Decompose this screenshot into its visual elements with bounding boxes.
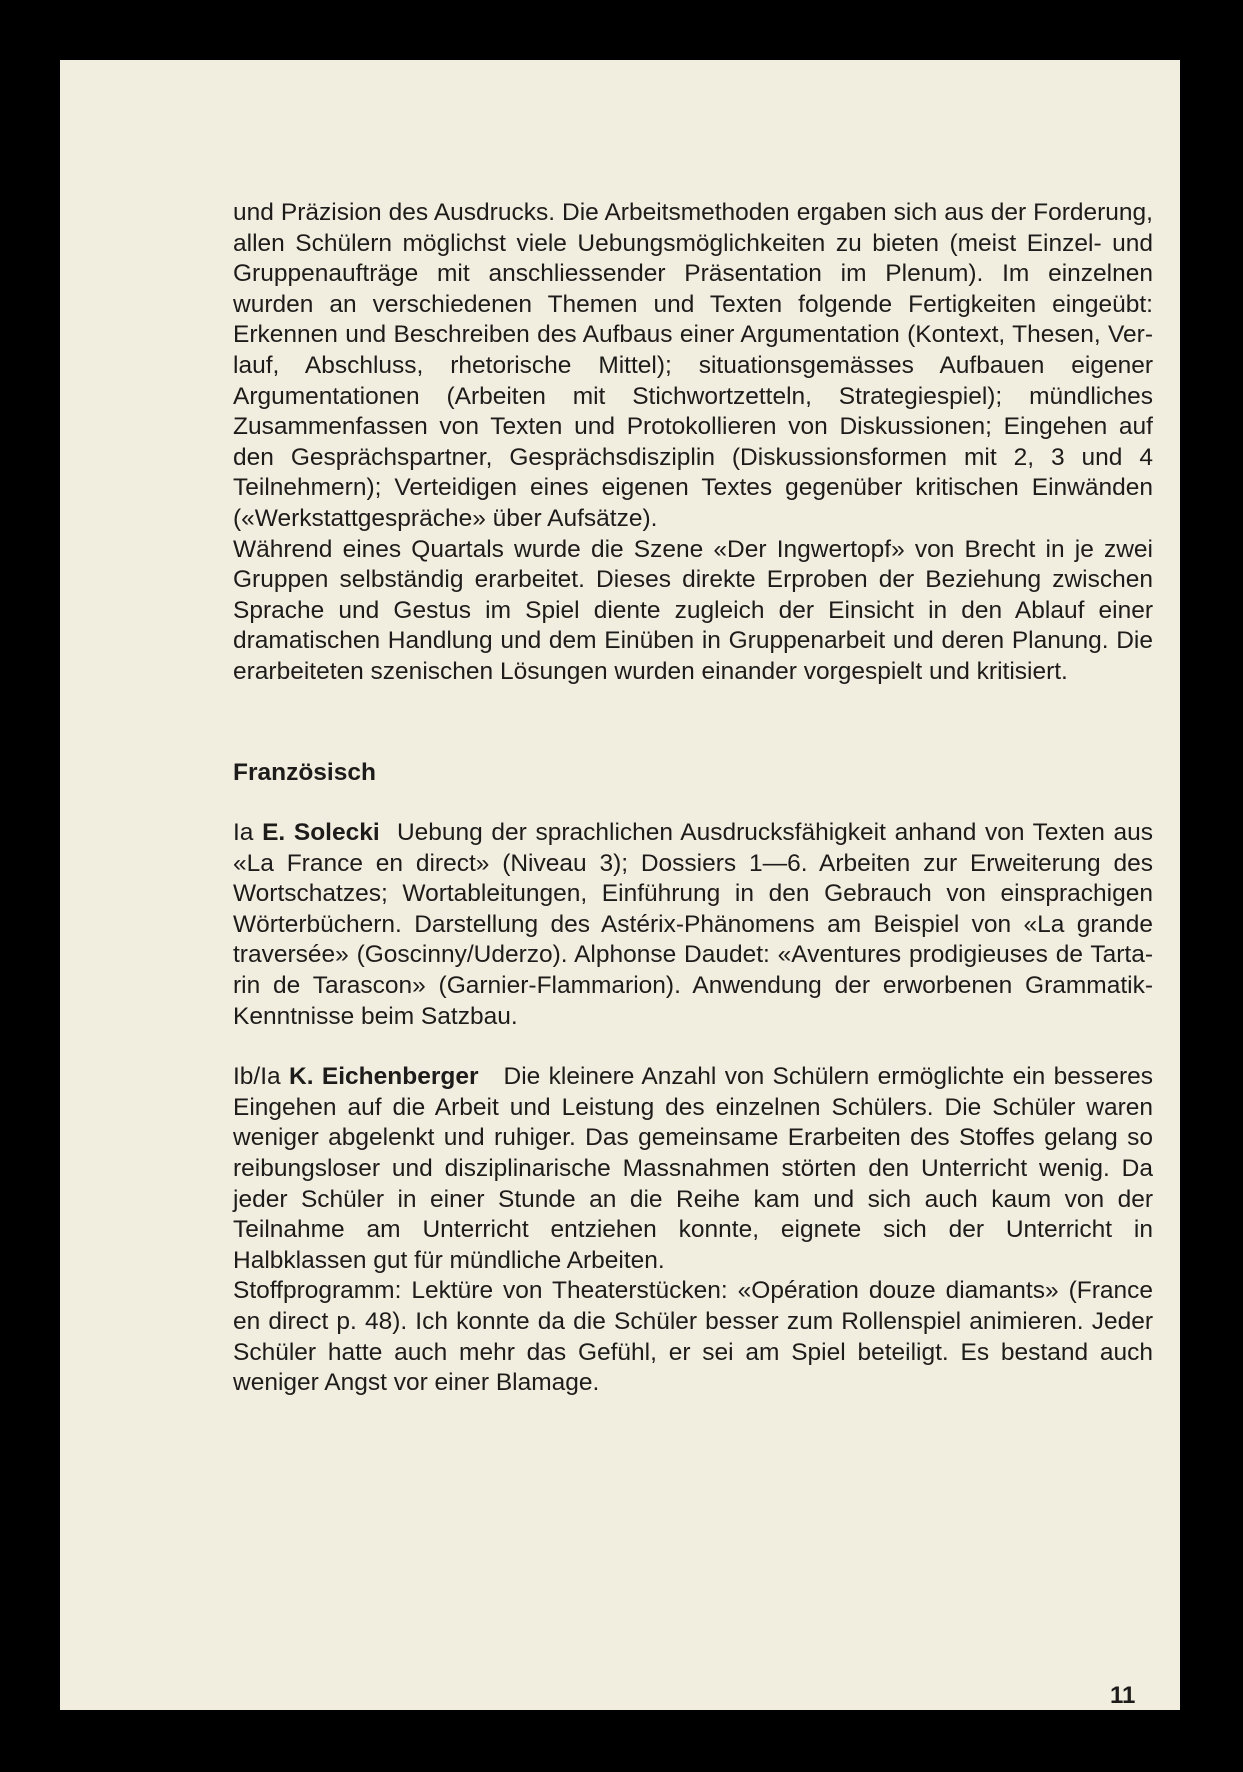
french-entry-2 — [233, 1062, 1153, 1276]
section-spacer — [233, 688, 1153, 758]
class-label: Ib/Ia — [233, 1063, 281, 1091]
german-paragraph-1: und Präzision des Ausdrucks. Die Arbeitsmethoden ergaben sich aus der Forderung, allen Schülern möglichst viele Uebungsmöglichkeiten zu bieten (meist Einzel- und Gruppenaufträge mit anschliessender Präsentation im Plenum). Im einzelnen wurden an verschiedenen Themen und Texten folgende Fertigkeiten eingeübt: Erkennen und Beschreiben des Aufbaus einer Argumentation (Kontext, Thesen, Verlauf, Abschluss, rhetorische Mittel); situationsgemässes Aufbauen eigener Argumentationen (Arbeiten mit Stichwortzetteln, Strategiespiel); mündliches Zusammenfassen von Texten und Protokollieren von Diskussionen; Eingehen auf den Gesprächspartner, Gesprächsdisziplin (Diskussionsformen mit 2, 3 und 4 Teilnehmern); Verteidigen eines eigenen Textes gegenüber kritischen Einwänden («Werkstattgespräche» über Aufsätze). — [233, 199, 1153, 532]
section-heading-franzoesisch: Französisch — [233, 758, 376, 786]
french-entry-2-program: Stoffprogramm: Lektüre von Theaterstücken: «Opération douze diamants» (France en direct p. 48). Ich konnte da die Schüler besser zum Rollenspiel animieren. Jeder Schüler hatte auch mehr das Gefühl, er sei am Spiel beteiligt. Es bestand auch weniger Angst vor einer Blamage. — [233, 1277, 1153, 1397]
french-entry-1 — [233, 818, 1153, 1032]
class-label: Ia — [233, 819, 254, 847]
entry-text: Uebung der sprachlichen Ausdrucksfähigkeit anhand von Texten aus «La France en direct» (Niveau 3); Dossiers 1—6. Arbeiten zur Erweiterung des Wortschatzes; Wortableitungen, Einführung in den Gebrauch von einsprachigen Wörterbüchern. Darstellung des Astérix-Phänomens am Beispiel von «La grande traversée» (Goscinny/Uderzo). Alphonse Daudet: «Aventures prodigieuses de Tartarin de Tarascon» (Garnier-Flammarion). Anwendung der erworbenen Grammatik-Kenntnisse beim Satzbau. — [233, 819, 1153, 1030]
entry-text: Die kleinere Anzahl von Schülern ermöglichte ein besseres Eingehen auf die Arbeit und Leistung des einzelnen Schülers. Die Schüler waren weniger abgelenkt und ruhiger. Das gemeinsame Erarbeiten des Stoffes gelang so reibungsloser und disziplinarische Massnahmen störten den Unterricht wenig. Da jeder Schüler in einer Stunde an die Reihe kam und sich auch kaum von der Teilnahme am Unterricht entziehen konnte, eignete sich der Unterricht in Halbklassen gut für mündliche Arbeiten. — [233, 1063, 1154, 1274]
teacher-name: E. Solecki — [262, 819, 380, 847]
document-body — [233, 198, 1153, 1399]
heading-spacer — [233, 788, 1153, 818]
document-page — [60, 60, 1180, 1710]
page-number: 11 — [1110, 1682, 1136, 1709]
german-paragraph-2: Während eines Quartals wurde die Szene «Der Ingwertopf» von Brecht in je zwei Gruppen selbständig erarbeitet. Dieses direkte Erproben der Beziehung zwischen Sprache und Gestus im Spiel diente zugleich der Einsicht in den Ablauf einer dramatischen Handlung und dem Einüben in Gruppenarbeit und deren Planung. Die erarbeiteten szenischen Lösungen wurden einander vorgespielt und kritisiert. — [233, 535, 1153, 685]
entry-spacer — [233, 1032, 1153, 1062]
teacher-name: K. Eichenberger — [289, 1063, 479, 1091]
